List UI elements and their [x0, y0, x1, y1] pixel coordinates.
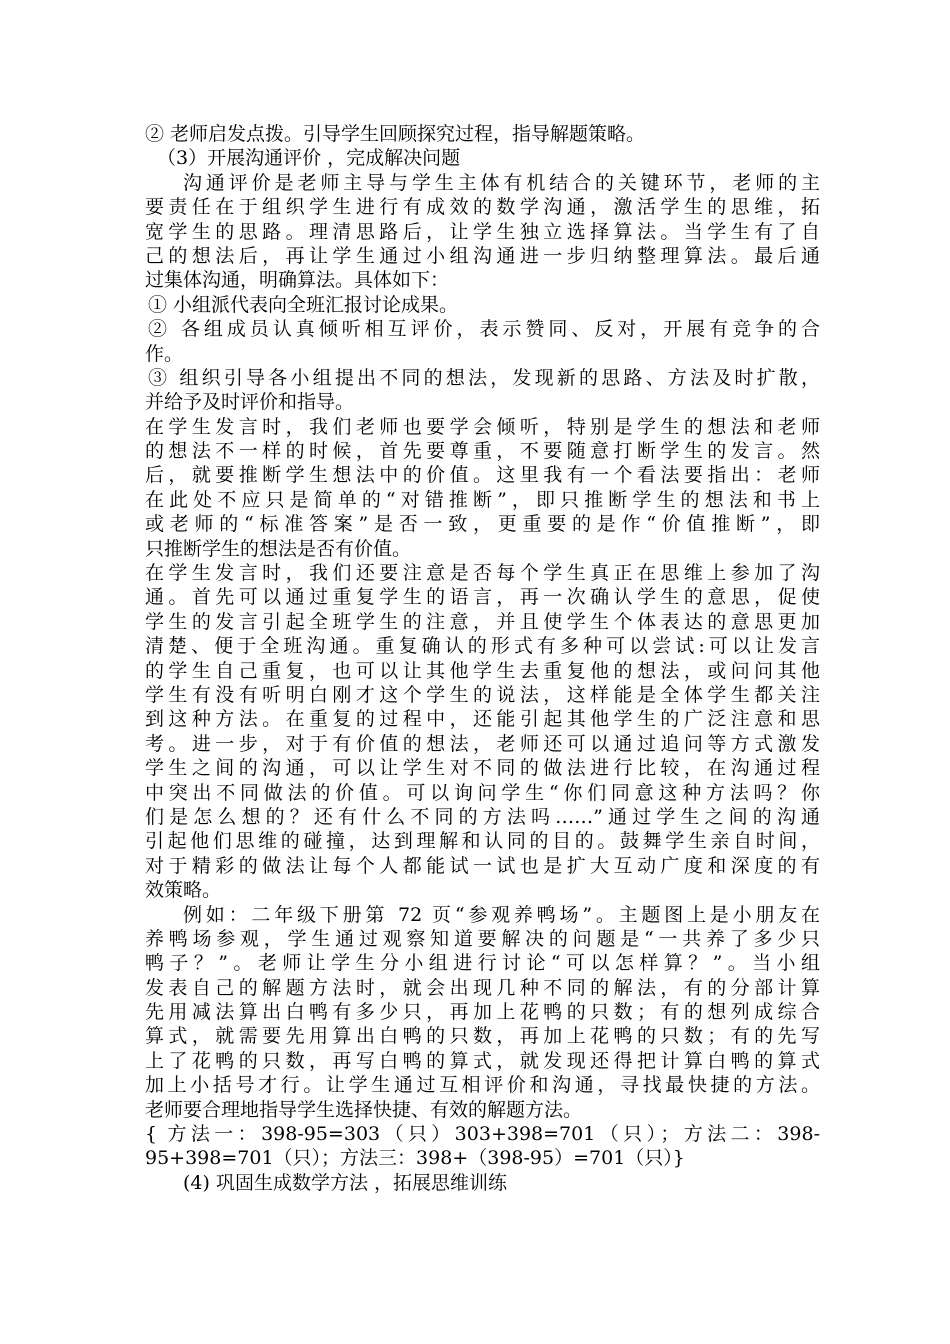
text-line: 或老师的“标准答案”是否一致，更重要的是作“价值推断”，即 — [145, 513, 820, 536]
text-line: 95+398=701（只）；方法三：398+（398-95）=701（只）} — [145, 1147, 685, 1170]
text-line: 算式，就需要先用算出白鸭的只数，再加上花鸭的只数；有的先写 — [145, 1025, 820, 1048]
text-line: 只推断学生的想法是否有价值。 — [145, 537, 412, 560]
text-line: 作。 — [145, 342, 184, 365]
text-line: { 方法一：398-95=303（只）303+398=701（只）；方法二：398- — [145, 1123, 820, 1146]
text-line: 们是怎么想的？还有什么不同的方法吗……”通过学生之间的沟通 — [145, 805, 820, 828]
text-line: 通。首先可以通过重复学生的语言，再一次确认学生的意思，促使 — [145, 586, 820, 609]
text-line: 老师要合理地指导学生选择快捷、有效的解题方法。 — [145, 1098, 583, 1121]
text-line: 沟通评价是老师主导与学生主体有机结合的关键环节，老师的主 — [183, 171, 820, 194]
text-line: 上了花鸭的只数，再写白鸭的算式，就发现还得把计算白鸭的算式 — [145, 1049, 820, 1072]
text-line: 在此处不应只是简单的“对错推断”，即只推断学生的想法和书上 — [145, 488, 820, 511]
text-line: 宽学生的思路。理清思路后，让学生独立选择算法。当学生有了自 — [145, 220, 820, 243]
text-line: 的想法不一样的时候，首先要尊重，不要随意打断学生的发言。然 — [145, 440, 820, 463]
text-line: 学生有没有听明白刚才这个学生的说法，这样能是全体学生都关注 — [145, 683, 820, 706]
document-body — [145, 122, 820, 1195]
text-line: ③ 组织引导各小组提出不同的想法，发现新的思路、方法及时扩散， — [148, 366, 820, 389]
text-line: 在学生发言时，我们还要注意是否每个学生真正在思维上参加了沟 — [145, 562, 820, 585]
text-line: 先用减法算出白鸭有多少只，再加上花鸭的只数；有的想列成综合 — [145, 1001, 820, 1024]
text-line: 到这种方法。在重复的过程中，还能引起其他学生的广泛注意和思 — [145, 708, 820, 731]
text-line: 学生的发言引起全班学生的注意，并且使学生个体表达的意思更加 — [145, 610, 820, 633]
text-line: 的学生自己重复，也可以让其他学生去重复他的想法，或问问其他 — [145, 659, 820, 682]
text-line: (4) 巩固生成数学方法 ，拓展思维训练 — [183, 1171, 507, 1194]
text-line: 过集体沟通，明确算法。具体如下： — [145, 269, 450, 292]
text-line: ② 各组成员认真倾听相互评价，表示赞同、反对，开展有竞争的合 — [148, 318, 820, 341]
text-line: ② 老师启发点拨。引导学生回顾探究过程，指导解题策略。 — [145, 123, 646, 145]
text-line: 养鸭场参观，学生通过观察知道要解决的问题是“一共养了多少只 — [145, 927, 820, 950]
text-line: 中突出不同做法的价值。可以询问学生“你们同意这种方法吗？你 — [145, 781, 820, 804]
text-line: （3）开展沟通评价 ，完成解决问题 — [157, 147, 461, 170]
text-line: 效策略。 — [145, 879, 222, 902]
text-line: 清楚、便于全班沟通。重复确认的形式有多种可以尝试:可以让发言 — [145, 635, 820, 658]
text-line: 要责任在于组织学生进行有成效的数学沟通，激活学生的思维，拓 — [145, 196, 820, 219]
text-line: 加上小括号才行。让学生通过互相评价和沟通，寻找最快捷的方法。 — [145, 1074, 820, 1097]
text-line: 例如：二年级下册第 72 页“参观养鸭场”。主题图上是小朋友在 — [183, 903, 820, 926]
text-line: 己的想法后，再让学生通过小组沟通进一步归纳整理算法。最后通 — [145, 244, 820, 267]
text-line: 鸭子？”。老师让学生分小组进行讨论“可以怎样算？”。当小组 — [145, 952, 820, 975]
text-line: 在学生发言时，我们老师也要学会倾听，特别是学生的想法和老师 — [145, 415, 820, 438]
text-line: 学生之间的沟通，可以让学生对不同的做法进行比较，在沟通过程 — [145, 757, 820, 780]
text-line: 并给予及时评价和指导。 — [145, 391, 355, 414]
text-line: 发表自己的解题方法时，就会出现几种不同的解法，有的分部计算 — [145, 976, 820, 999]
text-line: 后，就要推断学生想法中的价值。这里我有一个看法要指出：老师 — [145, 464, 820, 487]
text-line: 对于精彩的做法让每个人都能试一试也是扩大互动广度和深度的有 — [145, 854, 820, 877]
text-line: ① 小组派代表向全班汇报讨论成果。 — [148, 293, 459, 316]
text-line: 引起他们思维的碰撞，达到理解和认同的目的。鼓舞学生亲自时间， — [145, 830, 820, 853]
text-line: 考。进一步，对于有价值的想法，老师还可以通过追问等方式激发 — [145, 732, 820, 755]
